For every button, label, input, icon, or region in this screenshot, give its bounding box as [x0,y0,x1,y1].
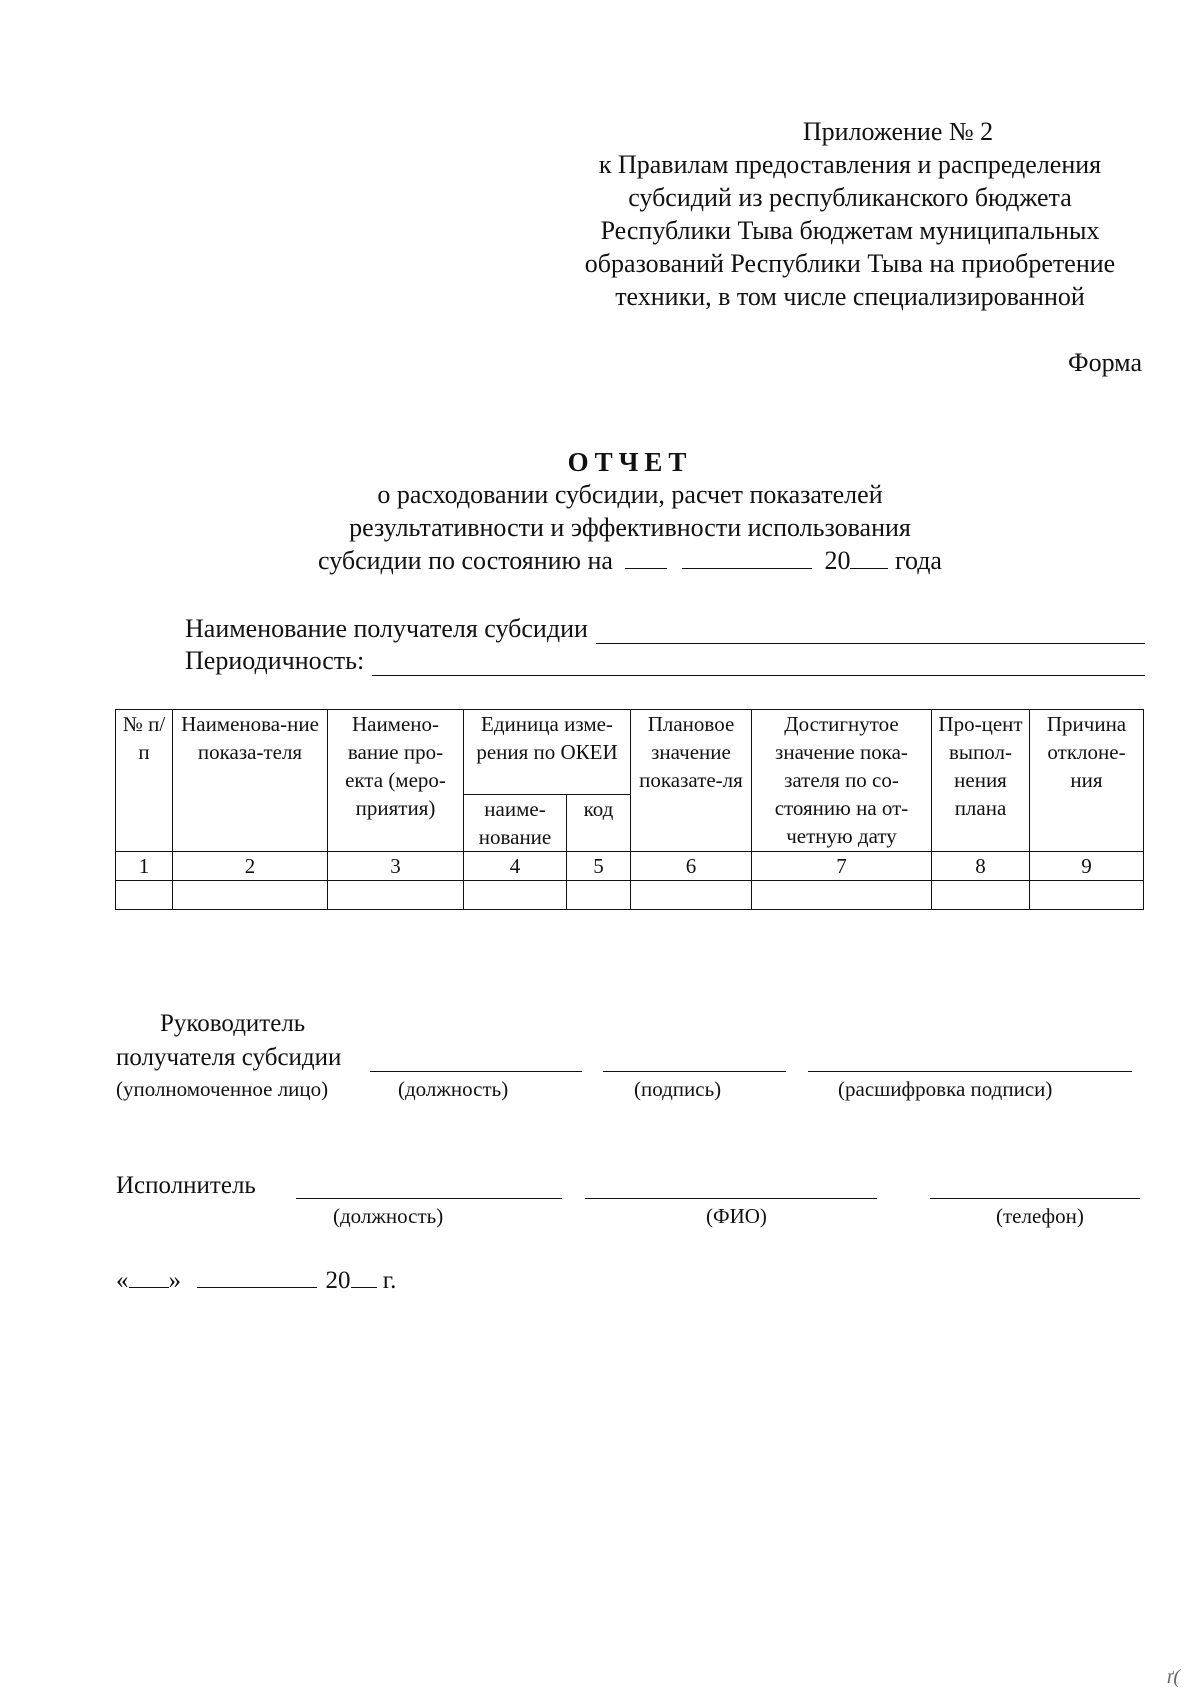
caption-position: (должность) [398,1077,509,1101]
caption-decoding: (расшифровка подписи) [838,1077,1053,1101]
month-blank[interactable] [682,546,812,569]
table-cell[interactable] [464,881,567,910]
date-year-suffix: г. [382,1267,397,1294]
recipient-row [185,612,1145,644]
appendix-line: субсидий из республиканского бюджета [628,183,1072,212]
executor-phone-field[interactable] [930,1198,1140,1199]
header-number: № п/п [116,710,173,852]
recipient-label: Наименование получателя субсидии [185,614,588,643]
caption-signature: (подпись) [634,1077,722,1101]
head-label: Руководитель [160,1010,306,1037]
table-cell[interactable] [932,881,1030,910]
column-number-row [116,852,1144,881]
caption-authorized: (уполномоченное лицо) [116,1077,329,1101]
periodicity-field[interactable] [372,653,1145,676]
recipient-field[interactable] [596,621,1145,644]
subtitle-line-3 [0,544,1200,577]
header-project: Наимено-вание про-екта (меро-приятия) [328,710,464,852]
column-number: 1 [116,852,173,881]
column-number: 4 [464,852,567,881]
table-cell[interactable] [328,881,464,910]
date-day-field[interactable] [129,1265,169,1288]
caption-executor-name: (ФИО) [706,1204,767,1228]
report-table [115,709,1144,910]
caption-executor-position: (должность) [333,1204,444,1228]
recipient-block [185,612,1145,676]
day-blank[interactable] [625,546,667,569]
column-number: 2 [173,852,328,881]
executor-label: Исполнитель [116,1172,256,1199]
table-cell[interactable] [631,881,752,910]
header-achieved: Достигнутое значение пока-зателя по со-стоянию на от-четную дату [752,710,932,852]
appendix-header [540,115,1160,313]
date-line [116,1265,396,1295]
appendix-number: Приложение № 2 [802,117,994,146]
header-reason: Причина отклоне-ния [1030,710,1144,852]
appendix-line: Республики Тыва бюджетам муниципальных [600,216,1100,245]
appendix-line: образований Республики Тыва на приобретение [584,249,1116,278]
header-percent: Про-цент выпол-нения плана [932,710,1030,852]
caption-executor-phone: (телефон) [996,1204,1084,1228]
header-planned: Плановое значение показате-ля [631,710,752,852]
column-number: 5 [567,852,631,881]
periodicity-label: Периодичность: [185,646,365,675]
appendix-line: техники, в том числе специализированной [615,282,1085,311]
subtitle-line-1: о расходовании субсидии, расчет показателей [377,480,883,509]
report-subtitle [0,478,1200,577]
column-number: 8 [932,852,1030,881]
column-number: 9 [1030,852,1144,881]
date-year-prefix: 20 [325,1267,351,1294]
head-signature-field[interactable] [603,1071,786,1072]
subtitle-line-2: результативности и эффективности использования [349,513,911,542]
header-unit-code: код [567,795,631,852]
year-suffix: года [894,546,942,575]
column-number: 7 [752,852,932,881]
table-cell[interactable] [1030,881,1144,910]
header-indicator: Наименова-ние показа-теля [173,710,328,852]
column-number: 6 [631,852,752,881]
date-year-field[interactable] [351,1265,377,1288]
scan-mark-icon: ґ( [1167,1666,1180,1688]
head-position-field[interactable] [370,1071,582,1072]
form-label: Форма [1068,348,1142,377]
executor-name-field[interactable] [585,1198,877,1199]
date-close-quote: » [168,1267,181,1294]
header-row [116,710,1144,795]
year-prefix: 20 [824,546,851,575]
table-cell[interactable] [752,881,932,910]
subtitle-as-of-label: субсидии по состоянию на [318,546,613,575]
date-month-field[interactable] [197,1265,317,1288]
column-number: 3 [328,852,464,881]
head-recipient-label: получателя субсидии [116,1044,342,1071]
table-cell[interactable] [173,881,328,910]
header-unit-name: наиме-нование [464,795,567,852]
appendix-line: к Правилам предоставления и распределения [598,150,1102,179]
periodicity-row [185,644,1145,676]
executor-position-field[interactable] [296,1198,562,1199]
table-cell[interactable] [567,881,631,910]
header-unit: Единица изме-рения по ОКЕИ [464,710,631,795]
date-open-quote: « [116,1267,129,1294]
table-cell[interactable] [116,881,173,910]
data-row [116,881,1144,910]
year-blank[interactable] [850,546,888,569]
report-title: ОТЧЕТ [567,447,693,477]
head-decoding-field[interactable] [808,1071,1132,1072]
